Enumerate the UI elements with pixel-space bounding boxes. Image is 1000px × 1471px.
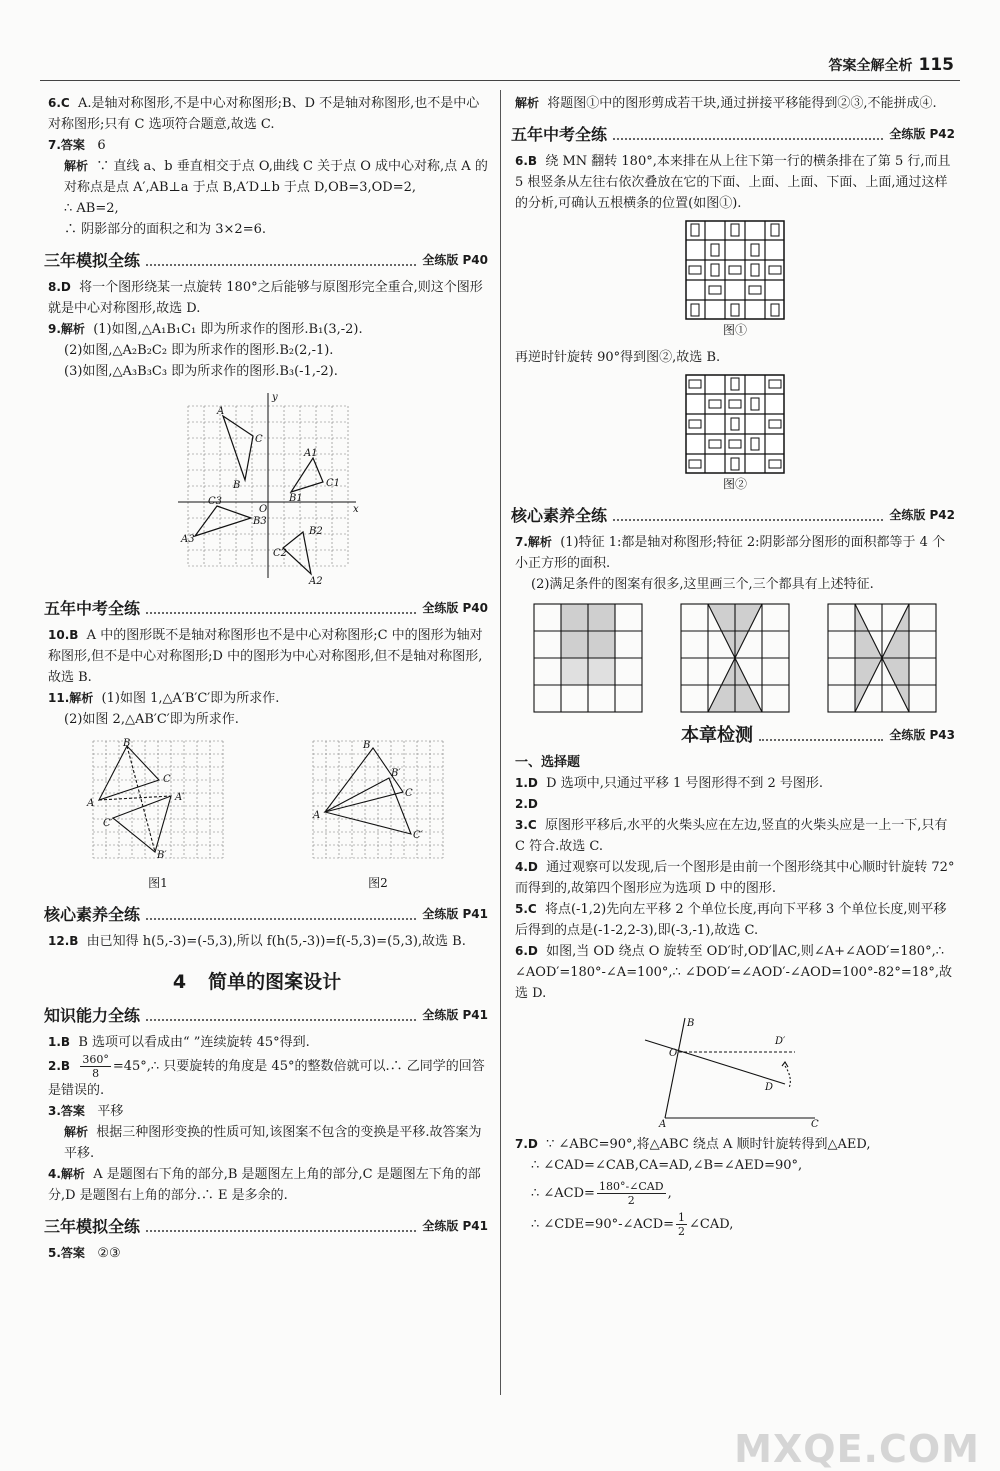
section-header: 三年模拟全练 全练版 P41 — [44, 1217, 488, 1236]
section-header: 核心素养全练 全练版 P42 — [511, 506, 955, 525]
k2: 2.B $\frac{360^\circ}{8}$ =45°,∴ 只要旋转的角度是 45°的整数倍就可以.∴ 乙同学的回答是错误的. — [48, 1053, 485, 1098]
svg-text:O: O — [259, 504, 268, 515]
q7-line2: ∴ AB=2, — [64, 201, 119, 216]
header-title: 答案全解全析 — [828, 58, 913, 74]
svg-text:C2: C2 — [273, 548, 288, 559]
svg-text:D′: D′ — [775, 1036, 786, 1047]
weave-caption-2: 图② — [722, 477, 747, 491]
r6-mid: 再逆时针旋转 90°得到图②,故选 B. — [515, 350, 721, 365]
k4: 4.解析 A 是题图右下角的部分,B 是题图左上角的部分,C 是题图左下角的部分,D 是题图右上角的部分.∴ E 是多余的. — [48, 1167, 481, 1203]
q7-line3: ∴ 阴影部分的面积之和为 3×2=6. — [64, 222, 266, 237]
right-column — [511, 93, 955, 1242]
q11-figure-2 — [303, 736, 453, 894]
triangle-ABC — [223, 416, 253, 480]
svg-text:B1: B1 — [289, 493, 303, 504]
svg-text:C: C — [811, 1119, 819, 1128]
page-number: 115 — [918, 55, 954, 75]
svg-text:A: A — [313, 810, 321, 821]
t6: 6.D 如图,当 OD 绕点 O 旋转至 OD′时,OD′∥AC,则∠A+∠AOD′=180°,∴ ∠AOD′=180°-∠A=100°,∴ ∠DOD′=∠AOD′-∠AOD=100°-82°=18°,故选 D. — [515, 944, 952, 1001]
coordinate-grid — [173, 388, 363, 588]
t7-line2: ∴ ∠CAD=∠CAB,CA=AD,∠B=∠AED=90°, — [531, 1158, 803, 1173]
svg-text:B: B — [233, 480, 241, 491]
svg-text:C′: C′ — [413, 830, 423, 841]
section-header: 五年中考全练 全练版 P40 — [44, 599, 488, 618]
q8: 8.D 将一个图形绕某一点旋转 180°之后能够与原图形完全重合,则这个图形就是中心对称图形,故选 D. — [48, 280, 483, 316]
k3-analysis: 解析 根据三种图形变换的性质可知,该图案不包含的变换是平移.故答案为平移. — [64, 1125, 482, 1161]
t3: 3.C 原图形平移后,水平的火柴头应在左边,竖直的火柴头应是一上一下,只有 C 符合.故选 C. — [515, 818, 948, 854]
triangle-A3B3C3 — [195, 506, 251, 536]
fig1-caption: 图1 — [148, 876, 168, 890]
k3: 3.答案 平移 — [48, 1104, 124, 1119]
q10: 10.B A 中的图形既不是轴对称图形也不是中心对称图形;C 中的图形为轴对称图形,但不是中心对称图形;D 中的图形为中心对称图形,但不是轴对称图形,故选 B. — [48, 628, 483, 685]
pattern-3 — [827, 603, 937, 713]
svg-text:A: A — [87, 798, 95, 809]
q7-answer: 7.答案 6 — [48, 138, 106, 153]
svg-text:C: C — [405, 788, 413, 799]
triangle-A2B2C2 — [283, 532, 311, 574]
weave-figure-2 — [515, 374, 955, 495]
section-header: 核心素养全练 全练版 P41 — [44, 905, 488, 924]
pattern-1 — [533, 603, 643, 713]
pattern-2 — [680, 603, 790, 713]
section-header: 知识能力全练 全练版 P41 — [44, 1006, 488, 1025]
q12: 12.B 由已知得 h(5,-3)=(-5,3),所以 f(h(5,-3))=f(-5,3)=(5,3),故选 B. — [48, 934, 466, 949]
triangle-A1B1C1 — [291, 458, 323, 492]
column-divider — [500, 90, 501, 1395]
svg-text:D: D — [765, 1082, 774, 1093]
chapter-title: 4 简单的图案设计 — [172, 971, 342, 993]
q11-figure-1 — [83, 736, 233, 894]
svg-text:O: O — [669, 1048, 678, 1059]
svg-text:C3: C3 — [208, 496, 223, 507]
svg-text:A1: A1 — [304, 448, 318, 459]
t4: 4.D 通过观察可以发现,后一个图形是由前一个图形绕其中心顺时针旋转 72°而得到的,故第四个图形应为选项 D 中的图形. — [515, 860, 955, 896]
left-column — [44, 93, 488, 1264]
part-heading: 一、选择题 — [515, 755, 581, 770]
r6: 6.B 绕 MN 翻转 180°,本来排在从上往下第一行的横条排在了第 5 行,而且 5 根竖条从左往右依次叠放在它的下面、上面、上面、下面、上面,通过这样的分析,可确认五根横条的位置(如图①). — [515, 154, 951, 211]
svg-text:B2: B2 — [309, 526, 323, 537]
header-rule — [40, 80, 960, 81]
t1: 1.D D 选项中,只通过平移 1 号图形得不到 2 号图形. — [515, 776, 824, 791]
svg-text:B: B — [123, 738, 131, 749]
q11-figures — [48, 736, 488, 894]
svg-text:A3: A3 — [181, 534, 195, 545]
t6-figure — [515, 1010, 955, 1128]
section-header: 五年中考全练 全练版 P42 — [511, 125, 955, 144]
svg-text:C1: C1 — [326, 478, 341, 489]
svg-text:A′: A′ — [175, 792, 185, 803]
svg-text:C: C — [255, 434, 263, 445]
svg-text:B′: B′ — [157, 850, 167, 861]
q9: 9.解析 (1)如图,△A₁B₁C₁ 即为所求作的图形.B₁(3,-2). — [48, 322, 363, 337]
svg-text:A2: A2 — [309, 576, 323, 587]
svg-text:A: A — [659, 1119, 667, 1128]
svg-text:B: B — [687, 1018, 695, 1029]
t7: 7.D ∵ ∠ABC=90°,将△ABC 绕点 A 顺时针旋转得到△AED, — [515, 1137, 871, 1152]
svg-text:B3: B3 — [253, 516, 267, 527]
t7-line4: ∴ ∠CDE=90°-∠ACD= $\frac{1}{2}$ ∠CAD, — [531, 1211, 734, 1238]
svg-text:y: y — [272, 392, 278, 403]
q11-line2: (2)如图 2,△AB′C′即为所求作. — [64, 712, 239, 727]
svg-text:x: x — [353, 504, 359, 515]
chapter-test-header: 本章检测 全练版 P43 — [681, 725, 955, 746]
t5: 5.C 将点(-1,2)先向左平移 2 个单位长度,再向下平移 3 个单位长度,则平移后得到的点是(-1-2,2-3),即(-3,-1),故选 C. — [515, 902, 947, 938]
k1: 1.B B 选项可以看成由“ ”连续旋转 45°得到. — [48, 1035, 310, 1050]
fig2-caption: 图2 — [368, 876, 388, 890]
pattern-figures — [515, 603, 955, 713]
r1: 解析 将题图①中的图形剪成若干块,通过拼接平移能得到②③,不能拼成④. — [515, 96, 937, 111]
svg-text:B: B — [363, 740, 371, 751]
k5: 5.答案 ②③ — [48, 1246, 121, 1261]
t7-line3: ∴ ∠ACD= $\frac{\text{180°-∠CAD}}{2}$ , — [531, 1180, 672, 1207]
section-header: 三年模拟全练 全练版 P40 — [44, 251, 488, 270]
svg-text:C: C — [163, 774, 171, 785]
r7-line2: (2)满足条件的图案有很多,这里画三个,三个都具有上述特征. — [531, 577, 874, 592]
q9-line3: (3)如图,△A₃B₃C₃ 即为所求作的图形.B₃(-1,-2). — [64, 364, 338, 379]
q6: 6.C A.是轴对称图形,不是中心对称图形;B、D 不是轴对称图形,也不是中心对称图形;只有 C 选项符合题意,故选 C. — [48, 96, 480, 132]
q11: 11.解析 (1)如图 1,△A′B′C′即为所求作. — [48, 691, 280, 706]
t2: 2.D — [515, 797, 538, 811]
watermark-logo: MXQE.COM — [734, 1427, 980, 1471]
q9-line2: (2)如图,△A₂B₂C₂ 即为所求作的图形.B₂(2,-1). — [64, 343, 334, 358]
page-header — [829, 55, 955, 77]
weave-figure-1 — [515, 220, 955, 341]
svg-text:C′: C′ — [103, 818, 113, 829]
q7-analysis: 解析 ∵ 直线 a、b 垂直相交于点 O,曲线 C 关于点 O 成中心对称,点 A 的对称点是点 A′,AB⊥a 于点 B,A′D⊥b 于点 D,OB=3,OD=2, — [64, 159, 488, 195]
r7: 7.解析 (1)特征 1:都是轴对称图形;特征 2:阴影部分图形的面积都等于 4 个小正方形的面积. — [515, 535, 946, 571]
q9-coordinate-figure — [48, 388, 488, 588]
svg-text:A: A — [217, 406, 225, 417]
svg-text:B′: B′ — [391, 768, 401, 779]
weave-caption-1: 图① — [722, 323, 747, 337]
